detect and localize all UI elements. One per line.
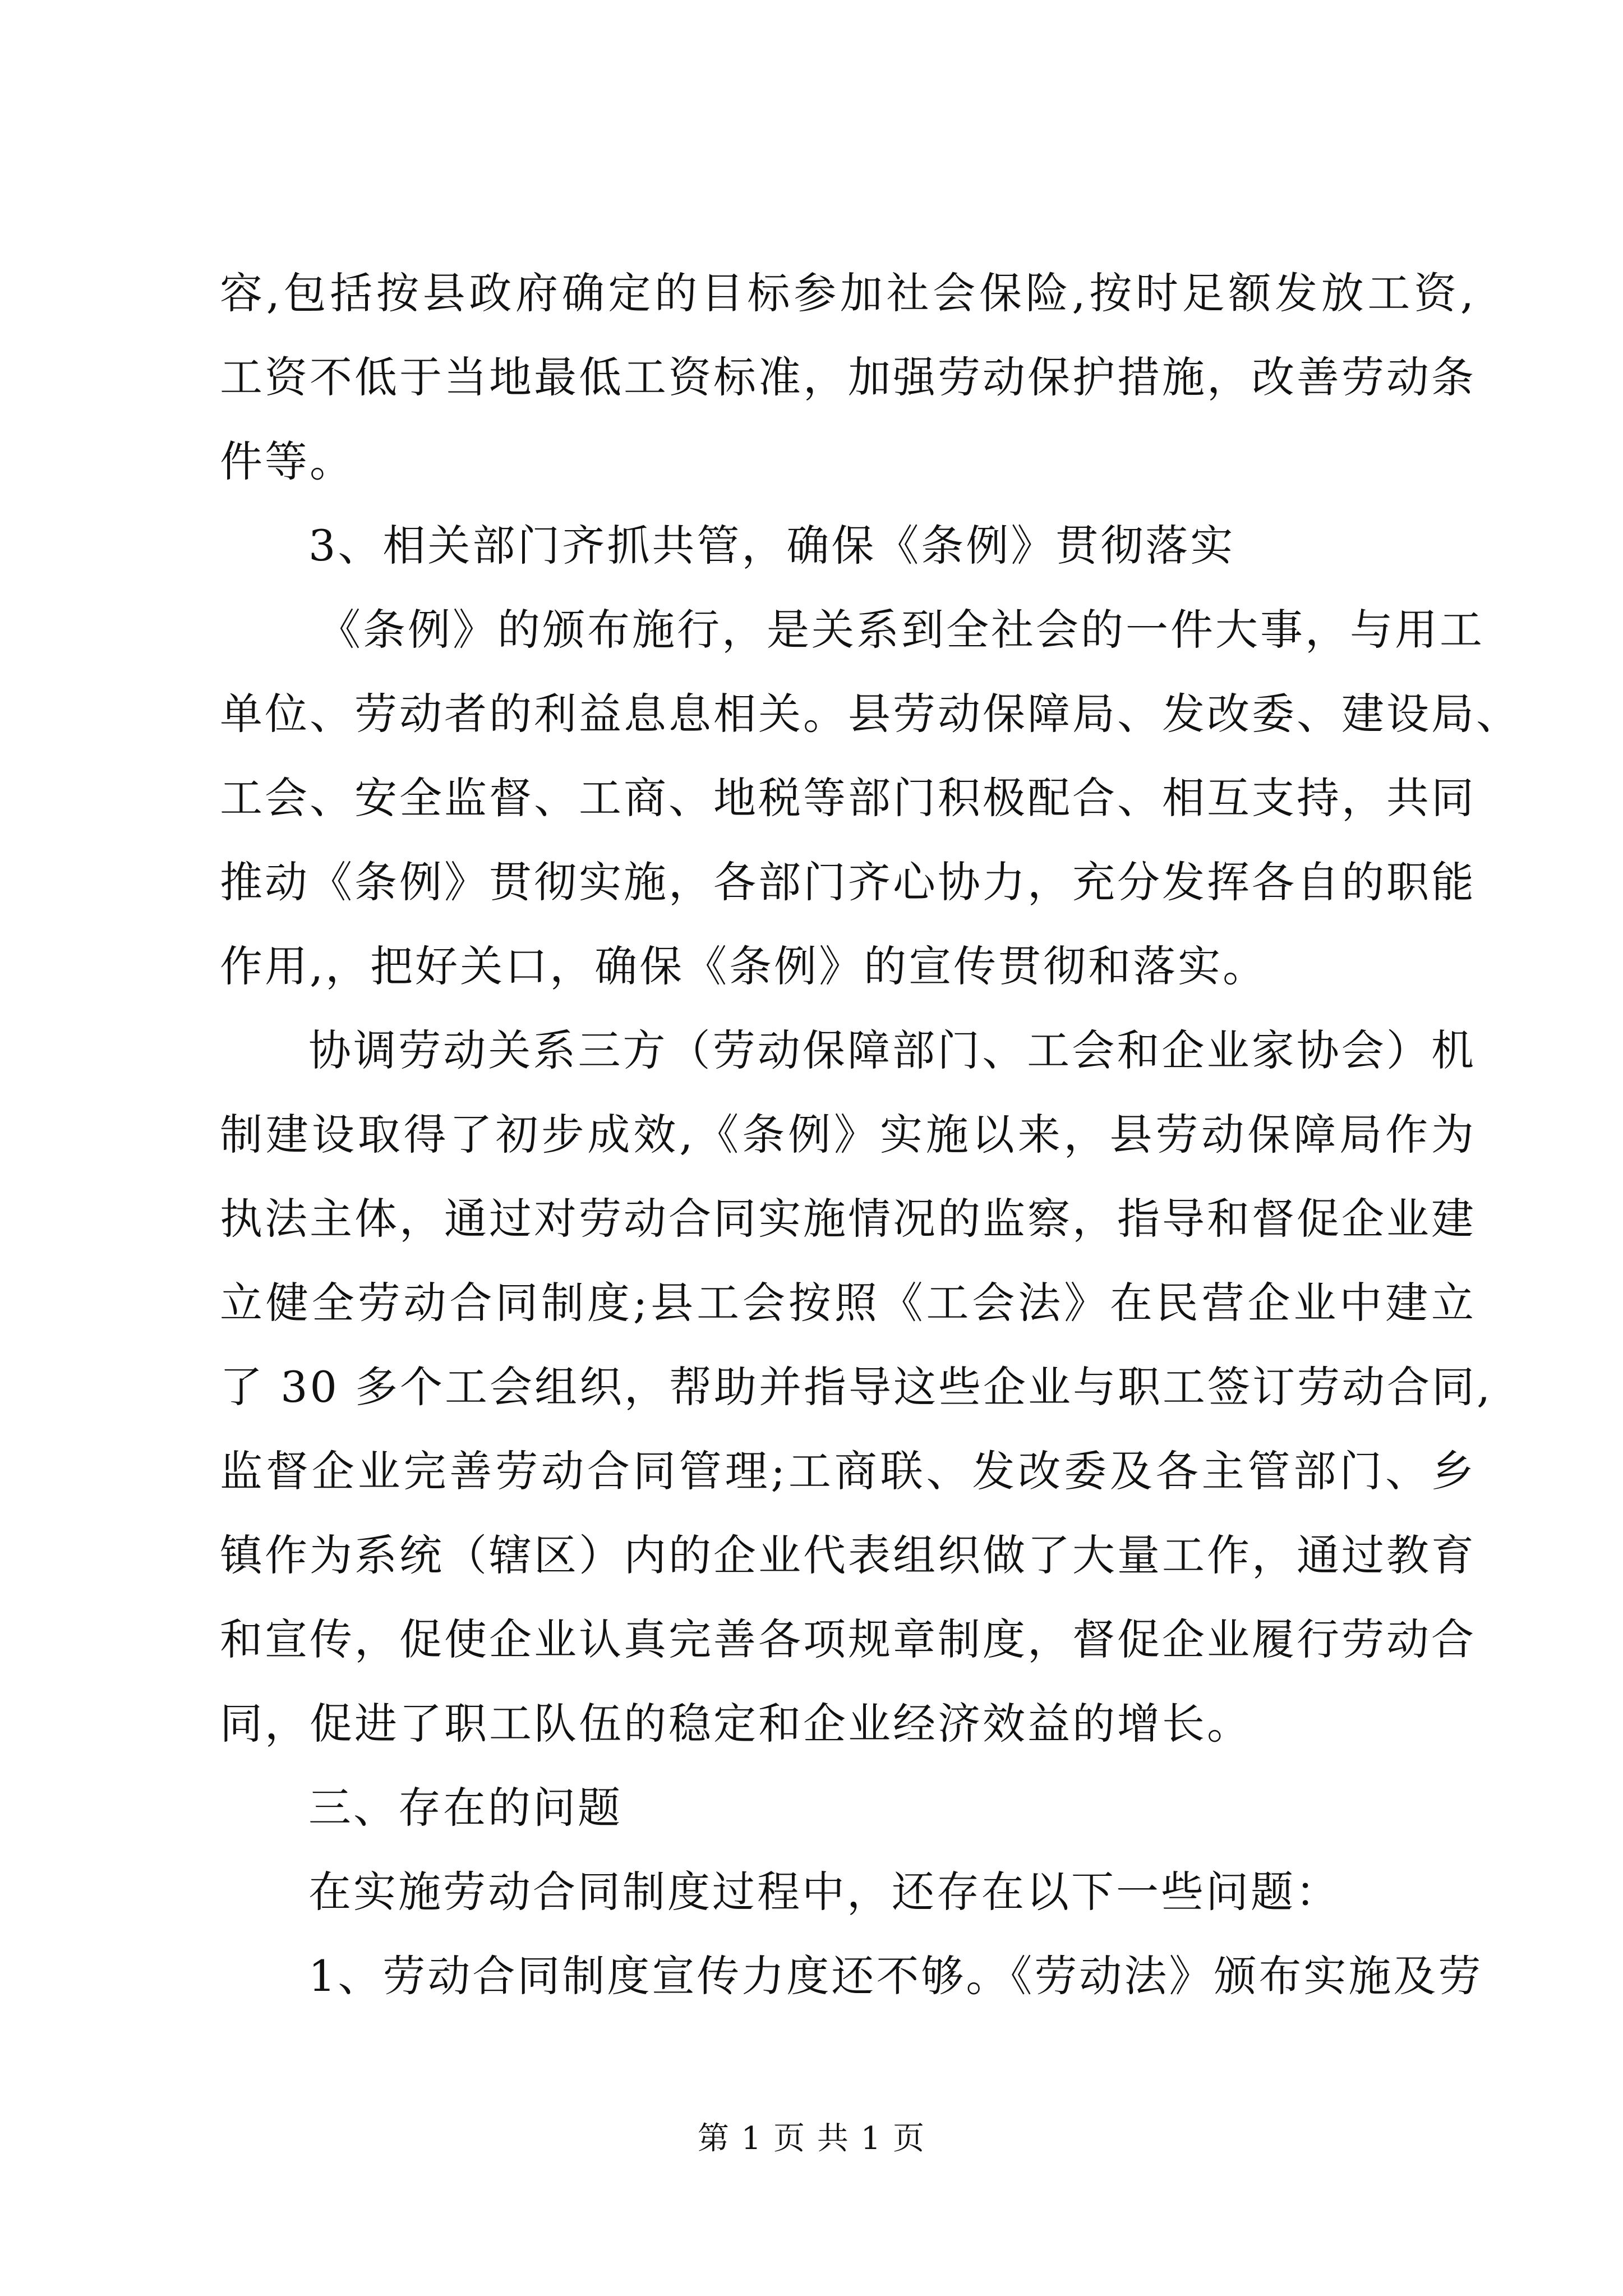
text-line: 监督企业完善劳动合同管理;工商联、发改委及各主管部门、乡 xyxy=(220,1446,1476,1496)
text-line: 容,包括按县政府确定的目标参加社会保险,按时足额发放工资, xyxy=(220,268,1476,318)
text-line: 作用,，把好关口，确保《条例》的宣传贯彻和落实。 xyxy=(220,941,1268,991)
text-line: 推动《条例》贯彻实施，各部门齐心协力，充分发挥各自的职能 xyxy=(220,857,1476,907)
text-line: 在实施劳动合同制度过程中，还存在以下一些问题： xyxy=(308,1867,1340,1917)
text-line: 立健全劳动合同制度;县工会按照《工会法》在民营企业中建立 xyxy=(220,1278,1476,1328)
text-line: 执法主体，通过对劳动合同实施情况的监察，指导和督促企业建 xyxy=(220,1194,1476,1244)
text-line: 镇作为系统（辖区）内的企业代表组织做了大量工作，通过教育 xyxy=(220,1530,1476,1580)
text-line: 单位、劳动者的利益息息相关。县劳动保障局、发改委、建设局、 xyxy=(220,689,1521,739)
section-heading: 3、相关部门齐抓共管，确保《条例》贯彻落实 xyxy=(308,521,1235,570)
section-heading: 三、存在的问题 xyxy=(308,1783,623,1833)
text-line: 1、劳动合同制度宣传力度还不够。《劳动法》颁布实施及劳 xyxy=(308,1951,1483,2001)
text-line: 制建设取得了初步成效,《条例》实施以来，县劳动保障局作为 xyxy=(220,1110,1476,1159)
text-line: 了 30 多个工会组织，帮助并指导这些企业与职工签订劳动合同, xyxy=(220,1362,1493,1412)
text-line: 件等。 xyxy=(220,436,354,486)
text-line: 工会、安全监督、工商、地税等部门积极配合、相互支持，共同 xyxy=(220,773,1476,823)
document-body xyxy=(220,251,1521,2018)
text-line: 协调劳动关系三方（劳动保障部门、工会和企业家协会）机 xyxy=(308,1025,1476,1075)
text-line: 同，促进了职工队伍的稳定和企业经济效益的增长。 xyxy=(220,1699,1252,1749)
text-line: 工资不低于当地最低工资标准，加强劳动保护措施，改善劳动条 xyxy=(220,352,1476,402)
text-line: 《条例》的颁布施行，是关系到全社会的一件大事，与用工 xyxy=(318,605,1484,655)
text-line: 和宣传，促使企业认真完善各项规章制度，督促企业履行劳动合 xyxy=(220,1614,1476,1664)
page-number-footer: 第 1 页 共 1 页 xyxy=(697,2120,926,2157)
